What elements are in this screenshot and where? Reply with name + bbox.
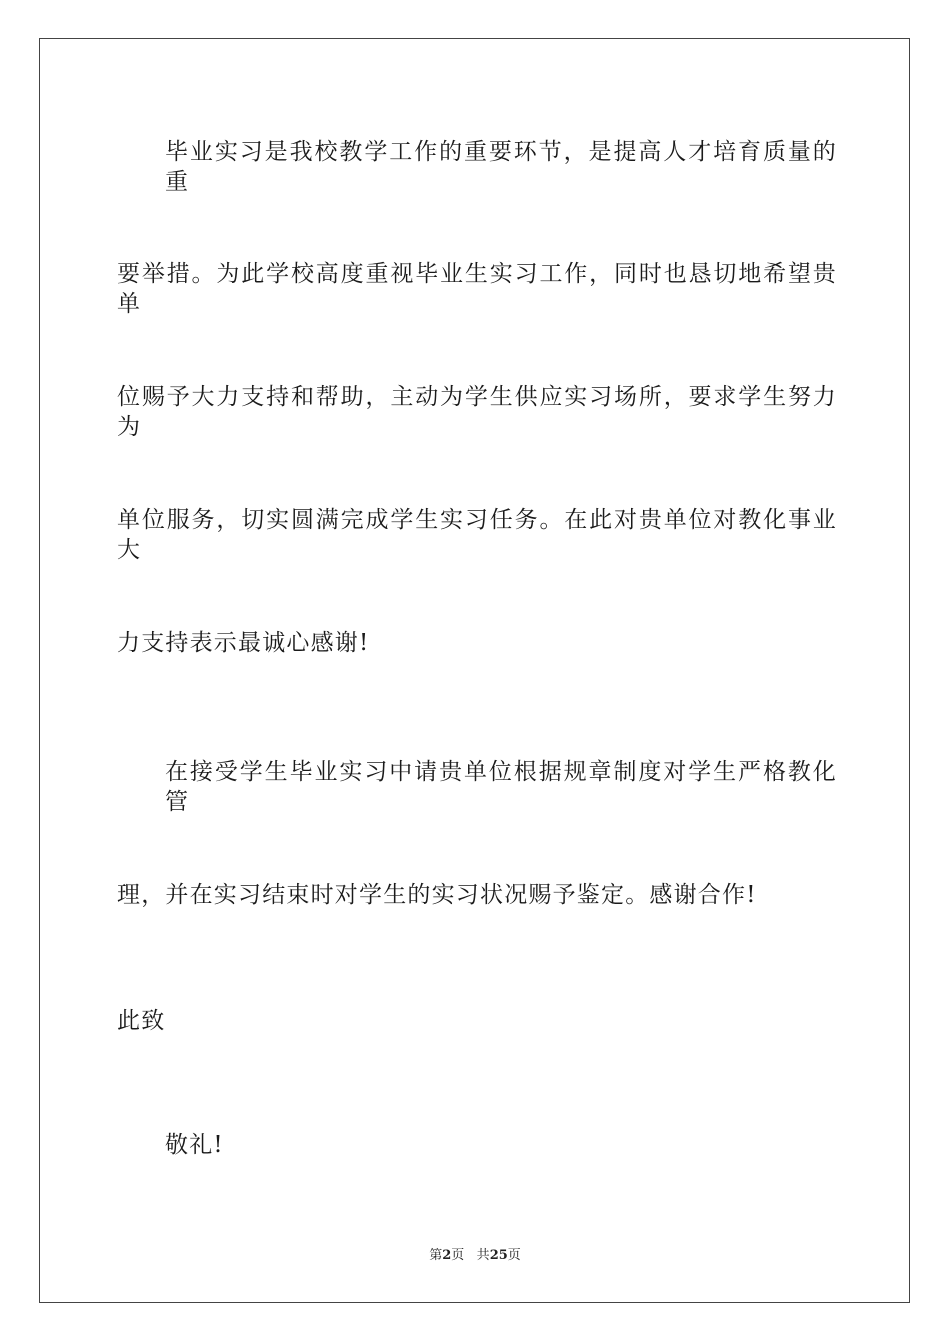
paragraph-1-line-2: 要举措。为此学校高度重视毕业生实习工作，同时也恳切地希望贵单 [117, 261, 837, 317]
paragraph-1-line-3: 位赐予大力支持和帮助，主动为学生供应实习场所，要求学生努力为 [117, 384, 837, 440]
salutation-text: 敬礼! [165, 1132, 224, 1158]
page-border [39, 38, 910, 1303]
paragraph-2-line-2: 理，并在实习结束时对学生的实习状况赐予鉴定。感谢合作! [117, 882, 757, 908]
page-footer [0, 1247, 950, 1265]
current-page-number: 2 [442, 1248, 452, 1263]
paragraph-1-line-4: 单位服务，切实圆满完成学生实习任务。在此对贵单位对教化事业大 [117, 507, 837, 563]
paragraph-2-line-1: 在接受学生毕业实习中请贵单位根据规章制度对学生严格教化管 [165, 759, 837, 815]
paragraph-1-line-1: 毕业实习是我校教学工作的重要环节，是提高人才培育质量的重 [165, 139, 837, 195]
closing-text: 此致 [117, 1008, 166, 1034]
paragraph-1-line-5: 力支持表示最诚心感谢! [117, 630, 370, 656]
footer-page-unit: 页 [451, 1248, 465, 1263]
footer-total-unit: 页 [507, 1248, 521, 1263]
footer-total-prefix: 共 [476, 1248, 490, 1263]
total-pages-number: 25 [489, 1248, 508, 1263]
footer-prefix: 第 [429, 1248, 443, 1263]
